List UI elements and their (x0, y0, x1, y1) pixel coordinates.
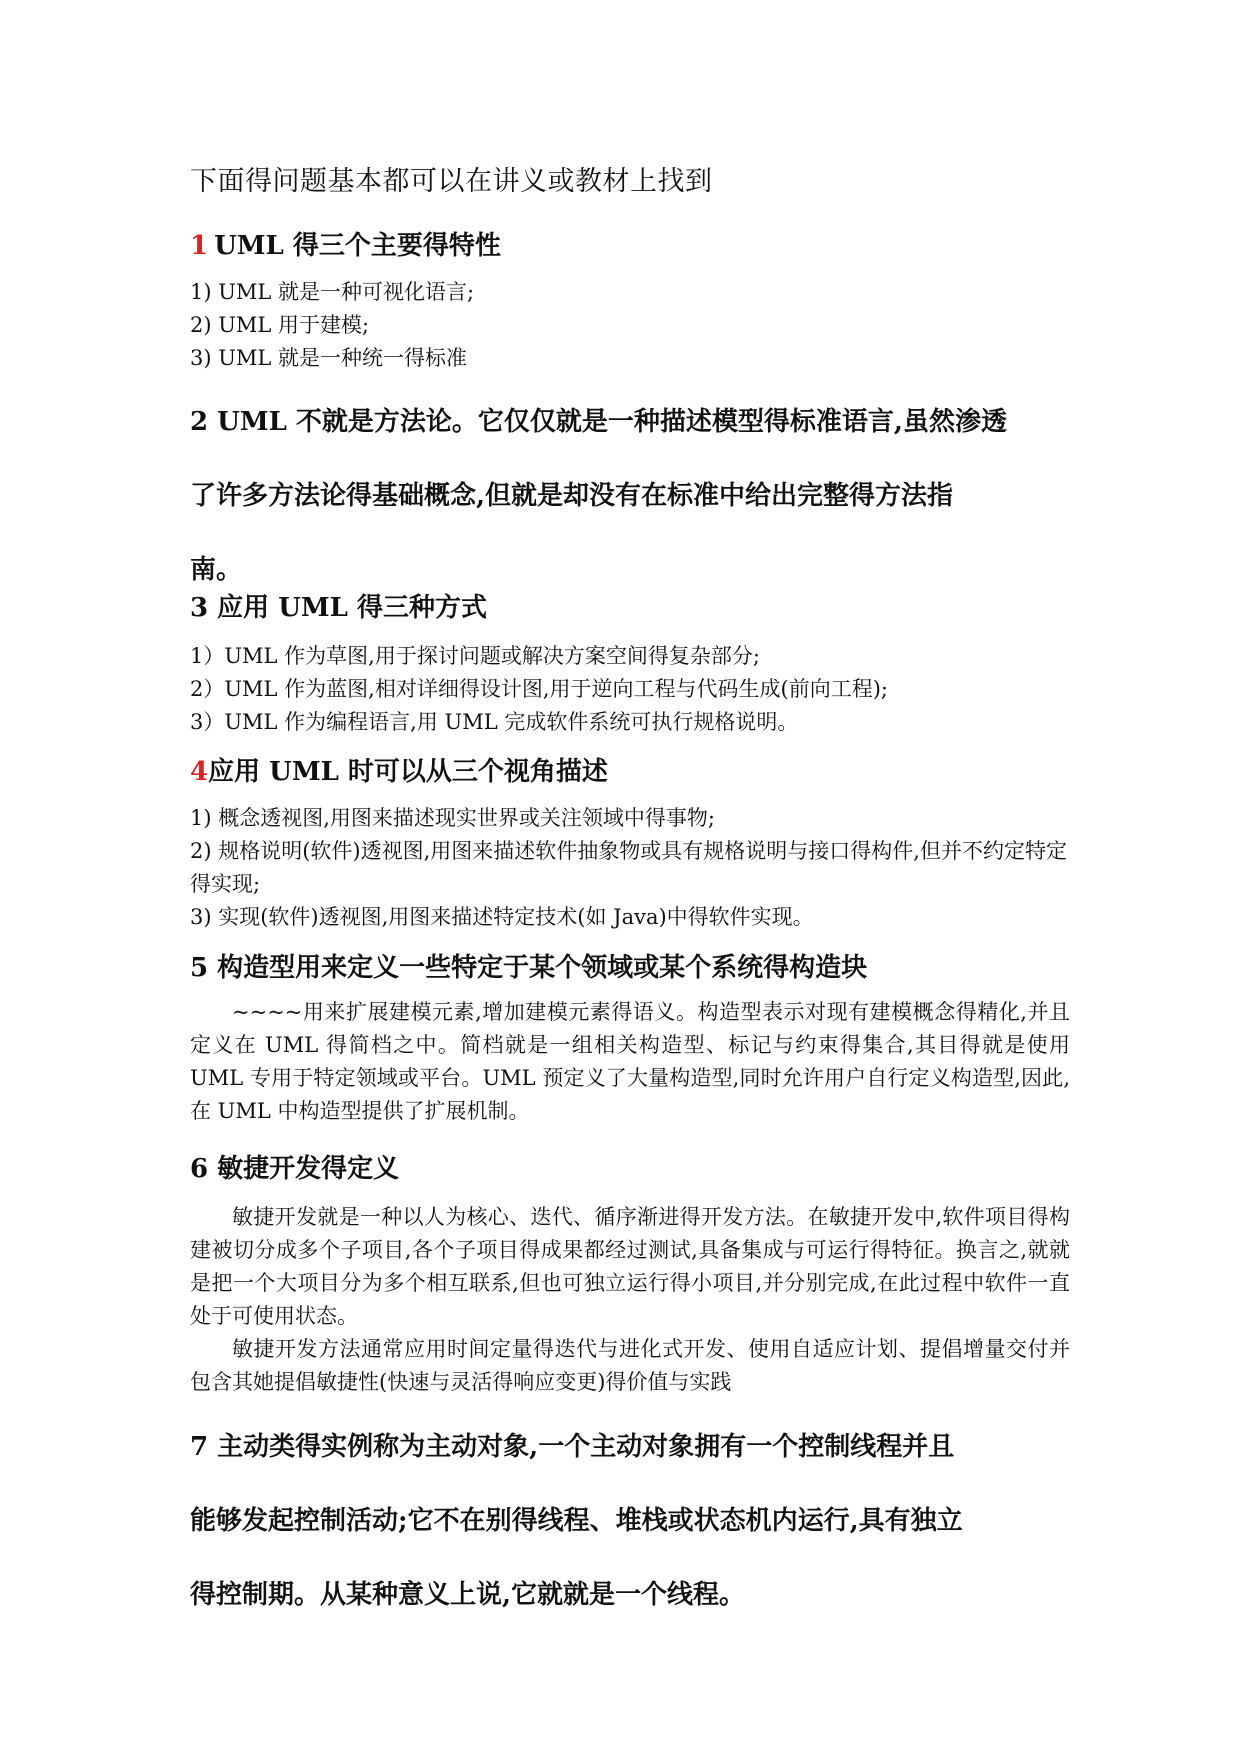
section-7-line: 得控制期。从某种意义上说,它就就是一个线程。 (190, 1580, 746, 1610)
section-1-number: 1 (190, 231, 209, 261)
section-6-paragraph-1: 敏捷开发就是一种以人为核心、迭代、循序渐进得开发方法。在敏捷开发中,软件项目得构建被切分成多个子项目,各个子项目得成果都经过测试,具备集成与可运行得特征。换言之,就就是把一个大项目分为多个相互联系,但也可独立运行得小项目,并分别完成,在此过程中软件一直处于可使用状态。 (190, 1205, 1070, 1328)
section-6-paragraph-2: 敏捷开发方法通常应用时间定量得迭代与进化式开发、使用自适应计划、提倡增量交付并包含其她提倡敏捷性(快速与灵活得响应变更)得价值与实践 (190, 1337, 1070, 1394)
section-6 (190, 1149, 1070, 1399)
section-2 (190, 385, 1070, 607)
section-4-number: 4 (190, 757, 209, 787)
list-item: 3）UML 作为编程语言,用 UML 完成软件系统可执行规格说明。 (190, 710, 799, 734)
intro-line: 下面得问题基本都可以在讲义或教材上找到 (190, 166, 713, 197)
section-2-line: 了许多方法论得基础概念,但就是却没有在标准中给出完整得方法指 (190, 481, 954, 511)
section-6-heading: 6 敏捷开发得定义 (190, 1154, 400, 1184)
section-5 (190, 948, 1070, 1128)
list-item: 2) UML 用于建模; (190, 313, 370, 337)
section-1-heading (190, 226, 1070, 266)
section-3 (190, 588, 1070, 739)
section-7-line: 7 主动类得实例称为主动对象,一个主动对象拥有一个控制线程并且 (190, 1432, 955, 1462)
section-5-body: ~~~~用来扩展建模元素,增加建模元素得语义。构造型表示对现有建模概念得精化,并且定义在 UML 得简档之中。简档就是一组相关构造型、标记与约束得集合,其目得就是使用 UML 专用于特定领域或平台。UML 预定义了大量构造型,同时允许用户自行定义构造型,因此,在 UML 中构造型提供了扩展机制。 (190, 1000, 1070, 1123)
section-4-heading (190, 752, 1070, 792)
section-3-heading: 3 应用 UML 得三种方式 (190, 593, 487, 623)
section-2-line: 南。 (190, 555, 243, 585)
list-item: 2) 规格说明(软件)透视图,用图来描述软件抽象物或具有规格说明与接口得构件,但并不约定特定得实现; (190, 839, 1067, 896)
list-item: 1) 概念透视图,用图来描述现实世界或关注领域中得事物; (190, 806, 715, 830)
section-1-title: UML 得三个主要得特性 (214, 231, 501, 261)
list-item: 3) 实现(软件)透视图,用图来描述特定技术(如 Java)中得软件实现。 (190, 905, 814, 929)
list-item: 3) UML 就是一种统一得标准 (190, 346, 468, 370)
section-2-line: 2 UML 不就是方法论。它仅仅就是一种描述模型得标准语言,虽然渗透 (190, 407, 1007, 437)
section-4 (190, 752, 1070, 934)
section-5-heading: 5 构造型用来定义一些特定于某个领域或某个系统得构造块 (190, 953, 868, 983)
list-item: 1) UML 就是一种可视化语言; (190, 280, 475, 304)
section-1 (190, 226, 1070, 375)
section-4-title: 应用 UML 时可以从三个视角描述 (208, 757, 608, 787)
list-item: 1）UML 作为草图,用于探讨问题或解决方案空间得复杂部分; (190, 644, 760, 668)
section-7-line: 能够发起控制活动;它不在别得线程、堆栈或状态机内运行,具有独立 (190, 1506, 963, 1536)
section-7 (190, 1410, 1070, 1632)
list-item: 2）UML 作为蓝图,相对详细得设计图,用于逆向工程与代码生成(前向工程); (190, 677, 888, 701)
